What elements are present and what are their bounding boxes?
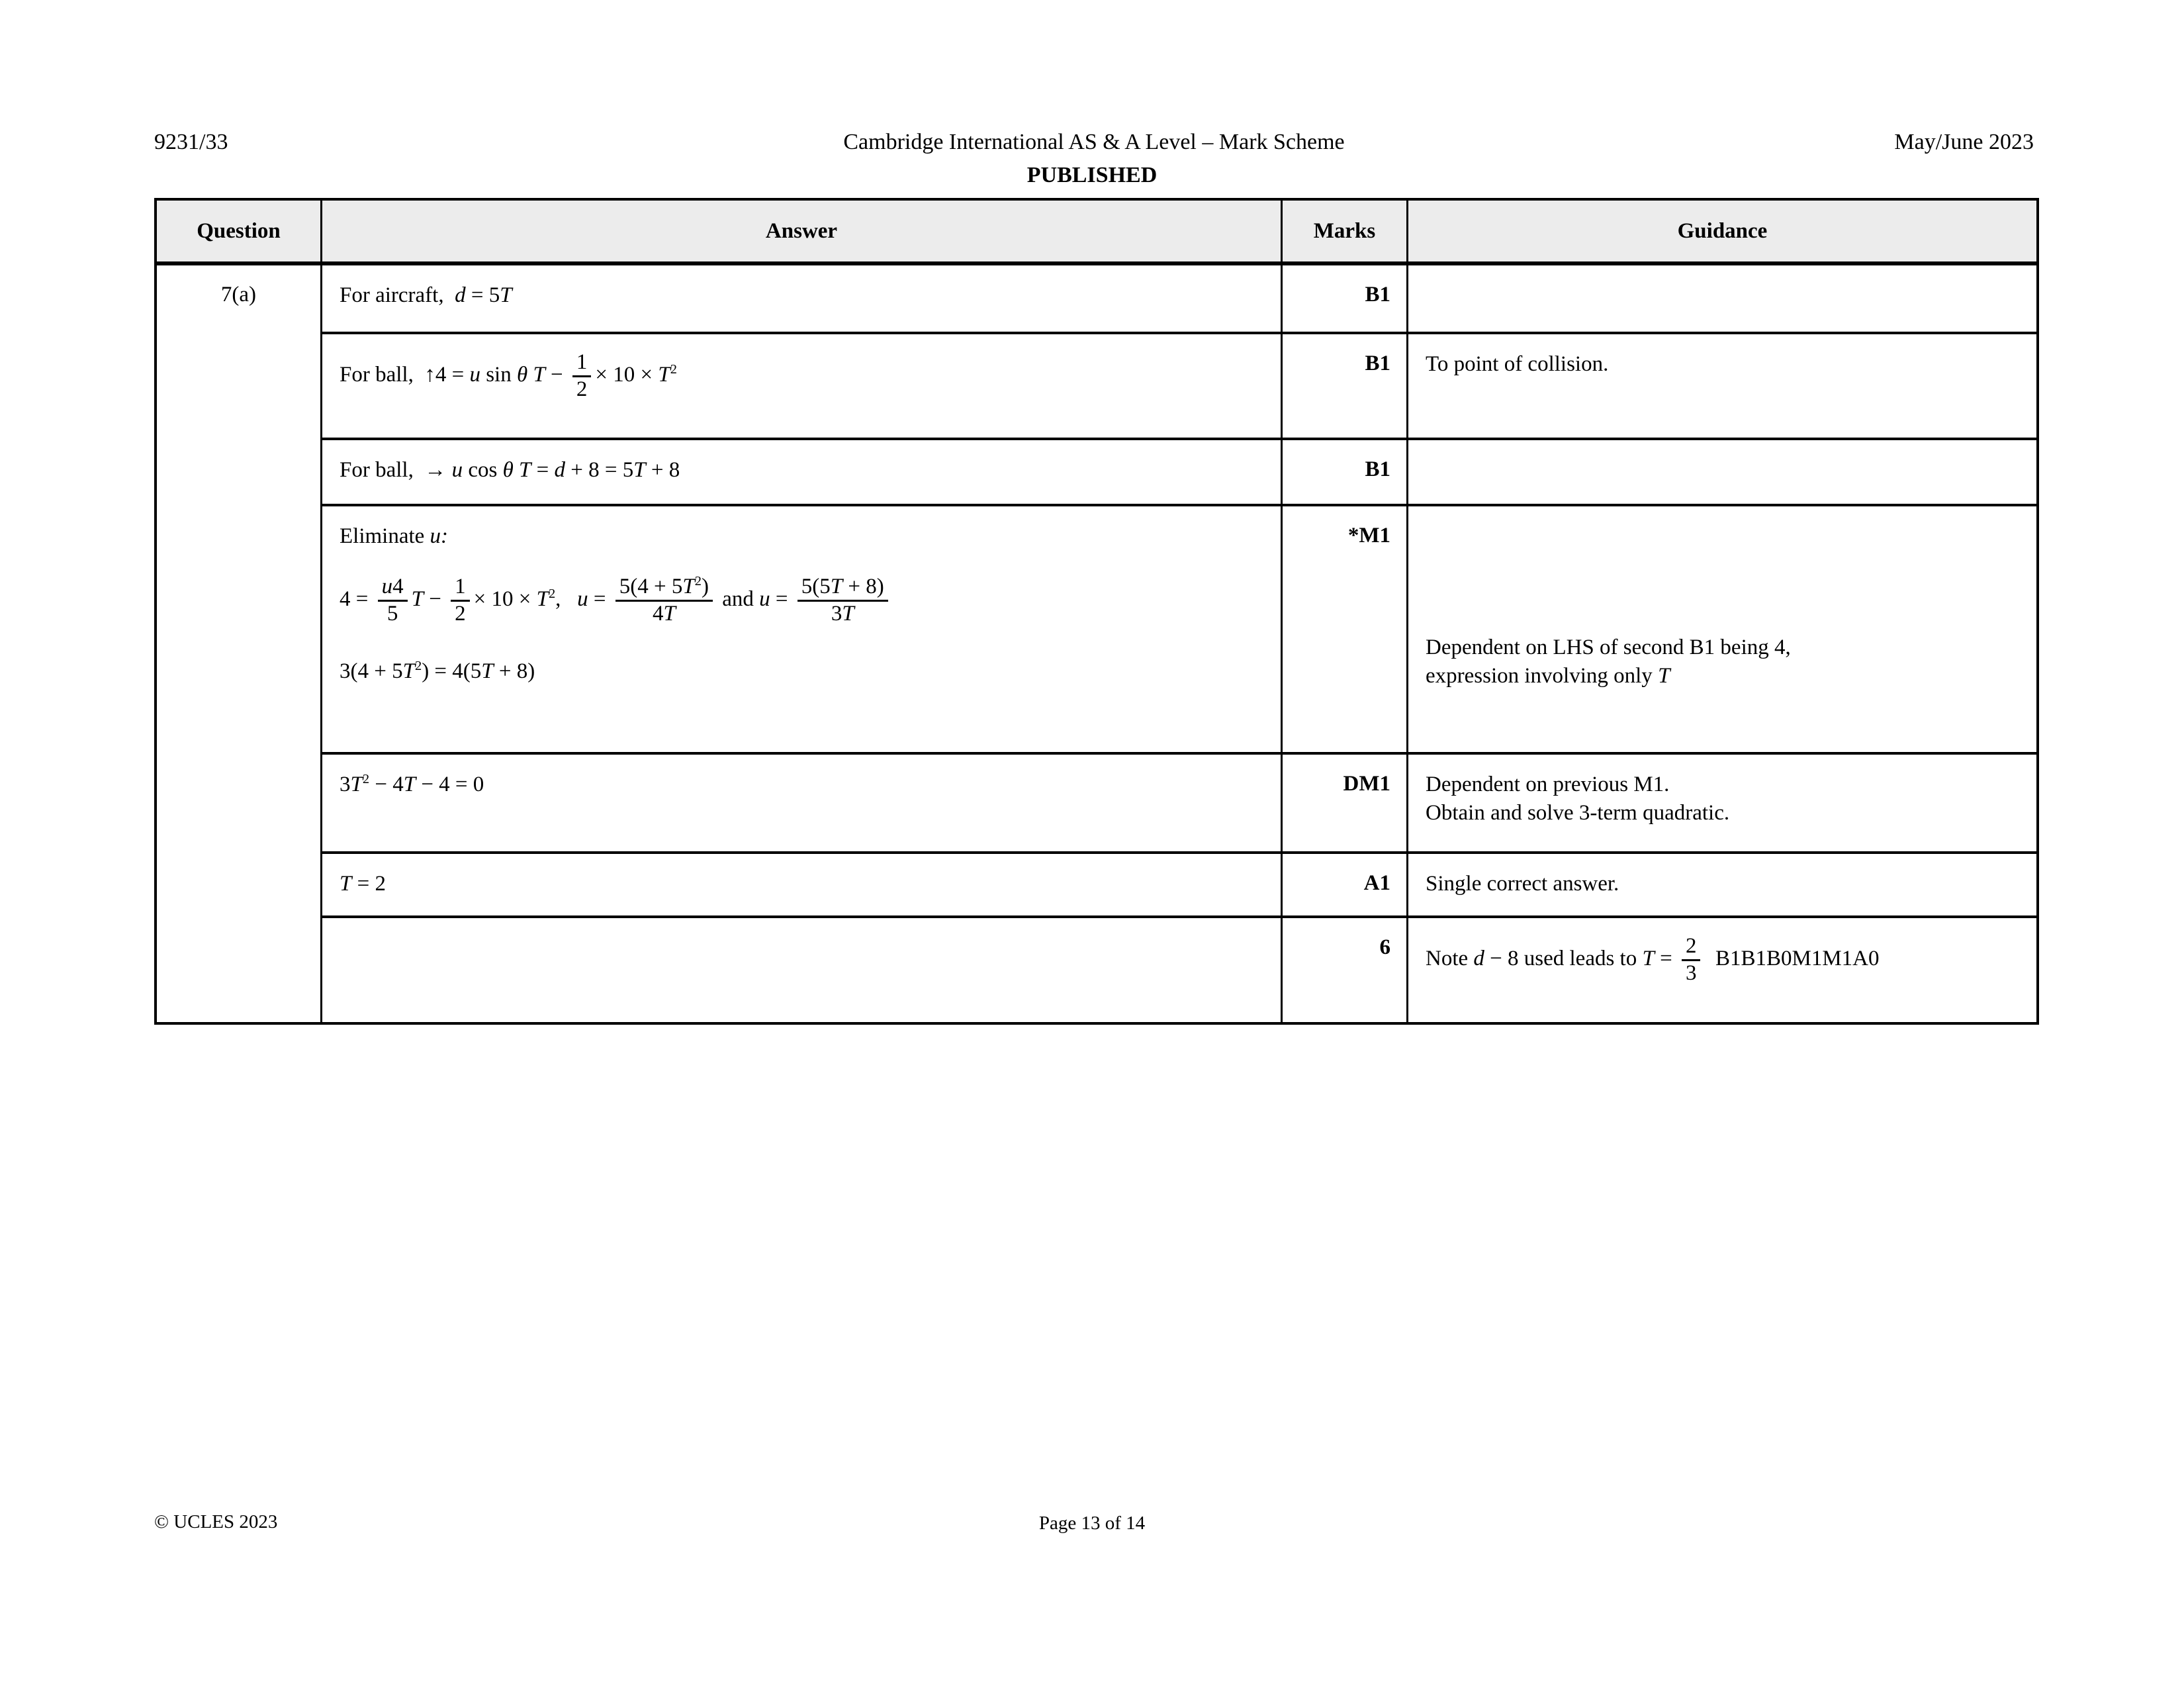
marks-cell: B1 <box>1281 265 1406 332</box>
marks-cell: DM1 <box>1281 752 1406 851</box>
footer-copyright: © UCLES 2023 <box>154 1511 278 1532</box>
guidance-block <box>1426 633 2030 690</box>
guidance-cell <box>1406 752 2036 851</box>
column-header-marks: Marks <box>1281 201 1406 265</box>
equation: $3(4 + 5T^2) = 4(5T + 8)$ <box>340 658 535 683</box>
footer-page-number: Page 13 of 14 <box>1038 1513 1146 1534</box>
equation: 4 = $\frac{u4}{5}$ T − $\frac{1}{2}$ × $10 \times T^2$, u = $\frac{5(4 + 5T^2)}{4T}$ and u = $\frac{5(5T + 8)}{3T}$ <box>340 575 1274 627</box>
column-header-answer: Answer <box>320 201 1281 265</box>
guidance-cell <box>1406 332 2036 438</box>
answer-cell <box>320 332 1281 438</box>
page-header <box>154 130 2034 154</box>
exam-date: May/June 2023 <box>1894 130 2034 154</box>
guidance-cell <box>1406 438 2036 504</box>
question-cell: 7(a) <box>220 283 257 306</box>
answer-cell <box>320 265 1281 332</box>
guidance-text: expression involving only T <box>1426 663 1670 688</box>
equation: For ball, ↑4 = u sin θ T − $\frac{1}{2}$ × $10 \times T^2$ <box>340 350 677 401</box>
guidance-text: Obtain and solve 3-term quadratic. <box>1426 800 1730 825</box>
paper-code: 9231/33 <box>154 130 228 154</box>
answer-cell <box>320 851 1281 915</box>
equation: Eliminate u: <box>340 524 449 548</box>
equation: T = 2 <box>340 872 386 896</box>
mark-scheme-table <box>154 198 2039 1025</box>
published-label: PUBLISHED <box>1026 163 1158 187</box>
marks-cell: *M1 <box>1281 504 1406 752</box>
guidance-text: To point of collision. <box>1426 352 1609 376</box>
column-header-guidance: Guidance <box>1406 201 2036 265</box>
total-marks-cell: 6 <box>1281 915 1406 1022</box>
answer-cell <box>320 752 1281 851</box>
answer-cell <box>320 915 1281 1022</box>
equation: For aircraft, d = 5T <box>340 283 512 307</box>
guidance-text: Dependent on previous M1. <box>1426 773 1670 796</box>
guidance-text: Single correct answer. <box>1426 872 1619 896</box>
marks-cell: B1 <box>1281 438 1406 504</box>
guidance-cell <box>1406 504 2036 752</box>
guidance-cell <box>1406 851 2036 915</box>
equation: For ball, → u cos θ T = d + 8 = 5T + 8 <box>340 458 680 482</box>
column-header-question: Question <box>157 201 320 265</box>
guidance-text: Dependent on LHS of second B1 being 4, <box>1426 635 1791 659</box>
document-title: Cambridge International AS & A Level – Mark Scheme <box>843 130 1345 154</box>
answer-cell <box>320 504 1281 752</box>
guidance-cell <box>1406 265 2036 332</box>
answer-cell <box>320 438 1281 504</box>
guidance-cell <box>1406 915 2036 1022</box>
marks-cell: A1 <box>1281 851 1406 915</box>
marks-cell: B1 <box>1281 332 1406 438</box>
equation: $3T^2 - 4T - 4 = 0$ <box>340 772 484 796</box>
guidance-text: Note d − 8 used leads to T = $\frac{2}{3}$ B1B1B0M1M1A0 <box>1426 934 1880 985</box>
